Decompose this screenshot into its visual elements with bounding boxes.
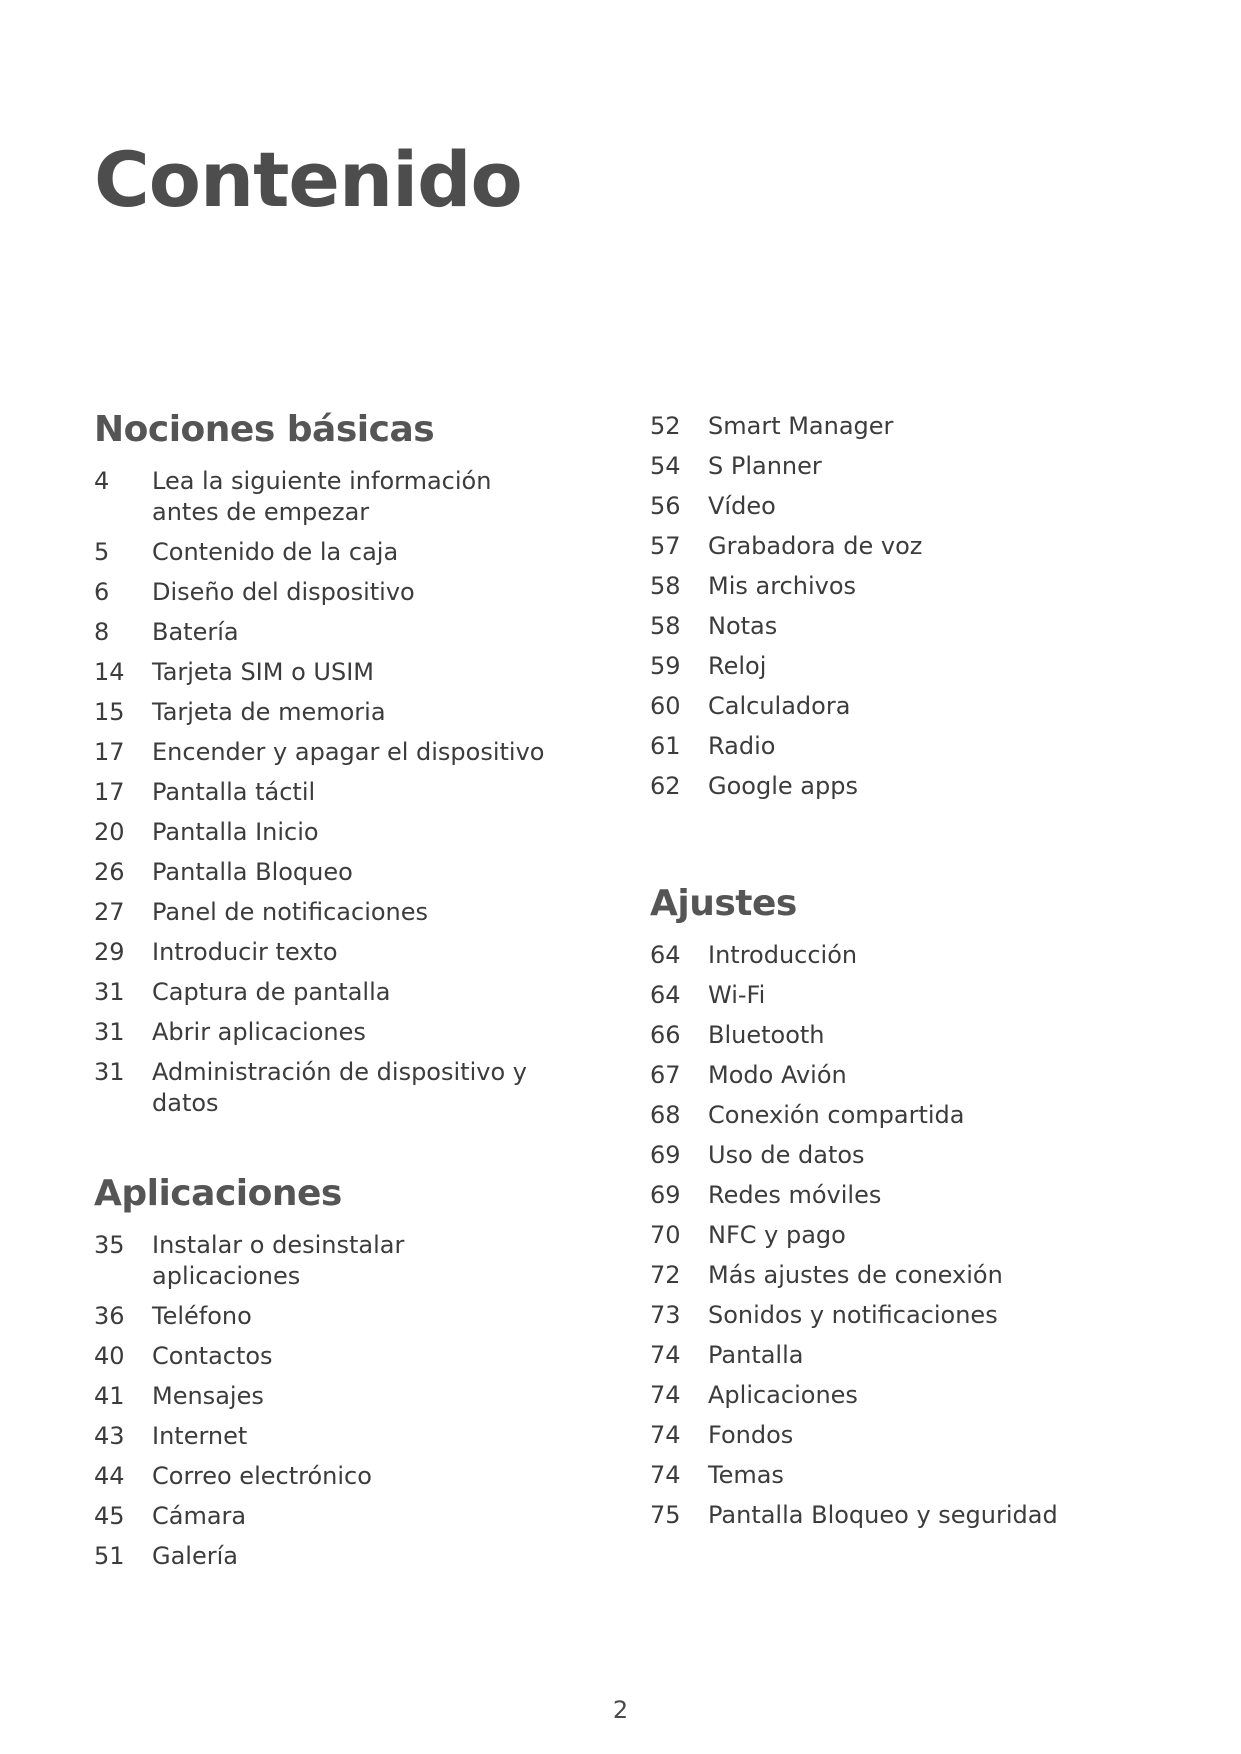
- toc-entry-title: Contenido de la caja: [152, 538, 399, 566]
- toc-entry-title: Pantalla Bloqueo y seguridad: [708, 1501, 1058, 1529]
- toc-entry-title: Mensajes: [152, 1382, 264, 1410]
- toc-entries-ajustes: [650, 940, 1210, 1531]
- toc-entry-title: Galería: [152, 1542, 238, 1570]
- toc-entry[interactable]: [650, 1340, 1210, 1371]
- toc-entry[interactable]: [94, 977, 594, 1008]
- toc-entry-page-number: 31: [94, 1018, 125, 1046]
- toc-entry-title: Introducir texto: [152, 938, 338, 966]
- toc-entry-title: Internet: [152, 1422, 248, 1450]
- page-title: Contenido: [94, 135, 522, 224]
- toc-entry-title: Abrir aplicaciones: [152, 1018, 366, 1046]
- toc-entry-page-number: 64: [650, 981, 681, 1009]
- toc-entry-title: Notas: [708, 612, 778, 640]
- toc-entry-page-number: 74: [650, 1461, 681, 1489]
- toc-entry-title: Contactos: [152, 1342, 273, 1370]
- toc-entry[interactable]: [650, 1180, 1210, 1211]
- toc-entry[interactable]: [94, 1381, 594, 1412]
- toc-entry-title: NFC y pago: [708, 1221, 846, 1249]
- toc-entry-title: Encender y apagar el dispositivo: [152, 738, 545, 766]
- toc-entry-title: Smart Manager: [708, 412, 894, 440]
- toc-entry-title: Teléfono: [152, 1302, 252, 1330]
- toc-entry[interactable]: [650, 571, 1210, 602]
- toc-entry[interactable]: [94, 737, 594, 768]
- toc-entry-title: Cámara: [152, 1502, 247, 1530]
- toc-entry-page-number: 58: [650, 572, 681, 600]
- toc-entry-title: Batería: [152, 618, 239, 646]
- toc-entry-page-number: 69: [650, 1181, 681, 1209]
- toc-entry[interactable]: [650, 1100, 1210, 1131]
- toc-entry-title: Tarjeta SIM o USIM: [152, 658, 374, 686]
- toc-entry-title: Panel de notificaciones: [152, 898, 429, 926]
- section-heading-nociones: Nociones básicas: [94, 409, 435, 450]
- toc-entry[interactable]: [650, 1020, 1210, 1051]
- toc-entry-title: Wi-Fi: [708, 981, 766, 1009]
- toc-entry-title: Tarjeta de memoria: [152, 698, 386, 726]
- toc-entry-title: Calculadora: [708, 692, 851, 720]
- toc-entry-page-number: 74: [650, 1421, 681, 1449]
- toc-entry[interactable]: [650, 1260, 1210, 1291]
- toc-entry[interactable]: [94, 1057, 594, 1119]
- toc-entry[interactable]: [94, 1541, 594, 1572]
- toc-section-aplicaciones: [94, 1172, 594, 1581]
- toc-entry-page-number: 69: [650, 1141, 681, 1169]
- toc-entry-title: Sonidos y notificaciones: [708, 1301, 998, 1329]
- toc-entry[interactable]: [94, 577, 594, 608]
- toc-entry-page-number: 70: [650, 1221, 681, 1249]
- toc-entry[interactable]: [650, 1060, 1210, 1091]
- toc-entry[interactable]: [650, 1420, 1210, 1451]
- toc-entry[interactable]: [94, 697, 594, 728]
- toc-entry-page-number: 60: [650, 692, 681, 720]
- toc-entries-aplicaciones: [94, 1230, 594, 1572]
- toc-entry-page-number: 8: [94, 618, 110, 646]
- toc-entry-page-number: 29: [94, 938, 125, 966]
- toc-entry[interactable]: [94, 937, 594, 968]
- toc-entry[interactable]: [650, 1300, 1210, 1331]
- toc-section-aplicaciones-continued: [650, 411, 1210, 811]
- toc-entry-title: Conexión compartida: [708, 1101, 965, 1129]
- toc-entry-page-number: 41: [94, 1382, 125, 1410]
- toc-entry-title: Mis archivos: [708, 572, 857, 600]
- toc-entry-title: Lea la siguiente información antes de empezar: [152, 467, 492, 526]
- toc-entry[interactable]: [94, 857, 594, 888]
- toc-entry-title: Google apps: [708, 772, 858, 800]
- toc-entry-title: Redes móviles: [708, 1181, 882, 1209]
- toc-entry-page-number: 20: [94, 818, 125, 846]
- toc-entry[interactable]: [94, 1501, 594, 1532]
- toc-entry-page-number: 14: [94, 658, 125, 686]
- toc-entry-title: Más ajustes de conexión: [708, 1261, 1003, 1289]
- toc-section-nociones: [94, 408, 594, 1128]
- toc-entry[interactable]: [650, 1220, 1210, 1251]
- toc-entry-page-number: 59: [650, 652, 681, 680]
- toc-entry-page-number: 67: [650, 1061, 681, 1089]
- toc-entry-page-number: 26: [94, 858, 125, 886]
- toc-entry[interactable]: [94, 897, 594, 928]
- toc-entry-page-number: 72: [650, 1261, 681, 1289]
- toc-entry[interactable]: [650, 1140, 1210, 1171]
- toc-entry[interactable]: [650, 980, 1210, 1011]
- toc-entry[interactable]: [94, 817, 594, 848]
- toc-entry-page-number: 44: [94, 1462, 125, 1490]
- toc-entry[interactable]: [650, 611, 1210, 642]
- toc-entry-page-number: 15: [94, 698, 125, 726]
- toc-entry-page-number: 64: [650, 941, 681, 969]
- toc-entry-page-number: 66: [650, 1021, 681, 1049]
- toc-entry-page-number: 51: [94, 1542, 125, 1570]
- toc-entry[interactable]: [650, 771, 1210, 802]
- toc-entry-page-number: 54: [650, 452, 681, 480]
- toc-entry-page-number: 74: [650, 1381, 681, 1409]
- toc-entry-page-number: 62: [650, 772, 681, 800]
- toc-entry[interactable]: [94, 1421, 594, 1452]
- toc-entry-page-number: 68: [650, 1101, 681, 1129]
- toc-entry[interactable]: [94, 1341, 594, 1372]
- toc-entry-title: Modo Avión: [708, 1061, 847, 1089]
- toc-entry[interactable]: [650, 691, 1210, 722]
- toc-entry[interactable]: [650, 731, 1210, 762]
- toc-entries-aplicaciones-continued: [650, 411, 1210, 802]
- toc-entry[interactable]: [94, 537, 594, 568]
- toc-entry[interactable]: [650, 1500, 1210, 1531]
- section-heading-ajustes: Ajustes: [650, 883, 797, 924]
- toc-entry-page-number: 45: [94, 1502, 125, 1530]
- toc-entry-page-number: 56: [650, 492, 681, 520]
- toc-entry-page-number: 61: [650, 732, 681, 760]
- toc-entry-page-number: 40: [94, 1342, 125, 1370]
- toc-entry[interactable]: [94, 1301, 594, 1332]
- toc-entry[interactable]: [94, 1461, 594, 1492]
- toc-entry[interactable]: [650, 411, 1210, 442]
- toc-entries-nociones: [94, 466, 594, 1119]
- toc-entry-page-number: 52: [650, 412, 681, 440]
- toc-entry-title: Pantalla: [708, 1341, 804, 1369]
- toc-entry[interactable]: [650, 491, 1210, 522]
- toc-entry[interactable]: [650, 651, 1210, 682]
- toc-entry-title: Fondos: [708, 1421, 794, 1449]
- toc-entry[interactable]: [650, 940, 1210, 971]
- toc-entry[interactable]: [650, 531, 1210, 562]
- section-heading-aplicaciones: Aplicaciones: [94, 1173, 342, 1214]
- toc-entry-page-number: 74: [650, 1341, 681, 1369]
- toc-entry-page-number: 17: [94, 778, 125, 806]
- toc-entry-title: Introducción: [708, 941, 858, 969]
- toc-entry[interactable]: [94, 777, 594, 808]
- toc-entry-page-number: 31: [94, 1058, 125, 1086]
- toc-entry-title: Captura de pantalla: [152, 978, 391, 1006]
- toc-entry[interactable]: [94, 1017, 594, 1048]
- toc-entry-title: Aplicaciones: [708, 1381, 858, 1409]
- toc-entry-title: Diseño del dispositivo: [152, 578, 415, 606]
- toc-entry-title: Correo electrónico: [152, 1462, 372, 1490]
- toc-entry-title: Instalar o desinstalar aplicaciones: [152, 1231, 405, 1290]
- toc-entry-title: Pantalla Bloqueo: [152, 858, 353, 886]
- toc-entry-page-number: 4: [94, 467, 110, 495]
- toc-entry[interactable]: [650, 1380, 1210, 1411]
- toc-entry-title: Vídeo: [708, 492, 776, 520]
- toc-entry[interactable]: [650, 1460, 1210, 1491]
- toc-entry-page-number: 36: [94, 1302, 125, 1330]
- toc-entry-page-number: 58: [650, 612, 681, 640]
- toc-entry[interactable]: [94, 466, 594, 528]
- page-number: 2: [612, 1696, 629, 1724]
- toc-entry-page-number: 75: [650, 1501, 681, 1529]
- toc-entry-title: Grabadora de voz: [708, 532, 923, 560]
- toc-entry[interactable]: [94, 657, 594, 688]
- toc-entry-page-number: 57: [650, 532, 681, 560]
- toc-entry-title: Administración de dispositivo y datos: [152, 1058, 527, 1117]
- toc-entry-title: Bluetooth: [708, 1021, 825, 1049]
- toc-entry-title: Pantalla Inicio: [152, 818, 319, 846]
- toc-entry-page-number: 27: [94, 898, 125, 926]
- toc-entry-title: Reloj: [708, 652, 767, 680]
- toc-entry-title: Temas: [708, 1461, 784, 1489]
- toc-entry-title: S Planner: [708, 452, 822, 480]
- toc-entry-page-number: 6: [94, 578, 110, 606]
- toc-entry-title: Uso de datos: [708, 1141, 865, 1169]
- toc-entry-title: Radio: [708, 732, 776, 760]
- toc-entry[interactable]: [94, 1230, 594, 1292]
- toc-entry-page-number: 5: [94, 538, 110, 566]
- toc-section-ajustes: [650, 882, 1210, 1540]
- toc-entry-page-number: 35: [94, 1231, 125, 1259]
- toc-entry[interactable]: [94, 617, 594, 648]
- toc-entry[interactable]: [650, 451, 1210, 482]
- toc-entry-page-number: 17: [94, 738, 125, 766]
- toc-entry-title: Pantalla táctil: [152, 778, 316, 806]
- toc-entry-page-number: 73: [650, 1301, 681, 1329]
- toc-entry-page-number: 31: [94, 978, 125, 1006]
- toc-entry-page-number: 43: [94, 1422, 125, 1450]
